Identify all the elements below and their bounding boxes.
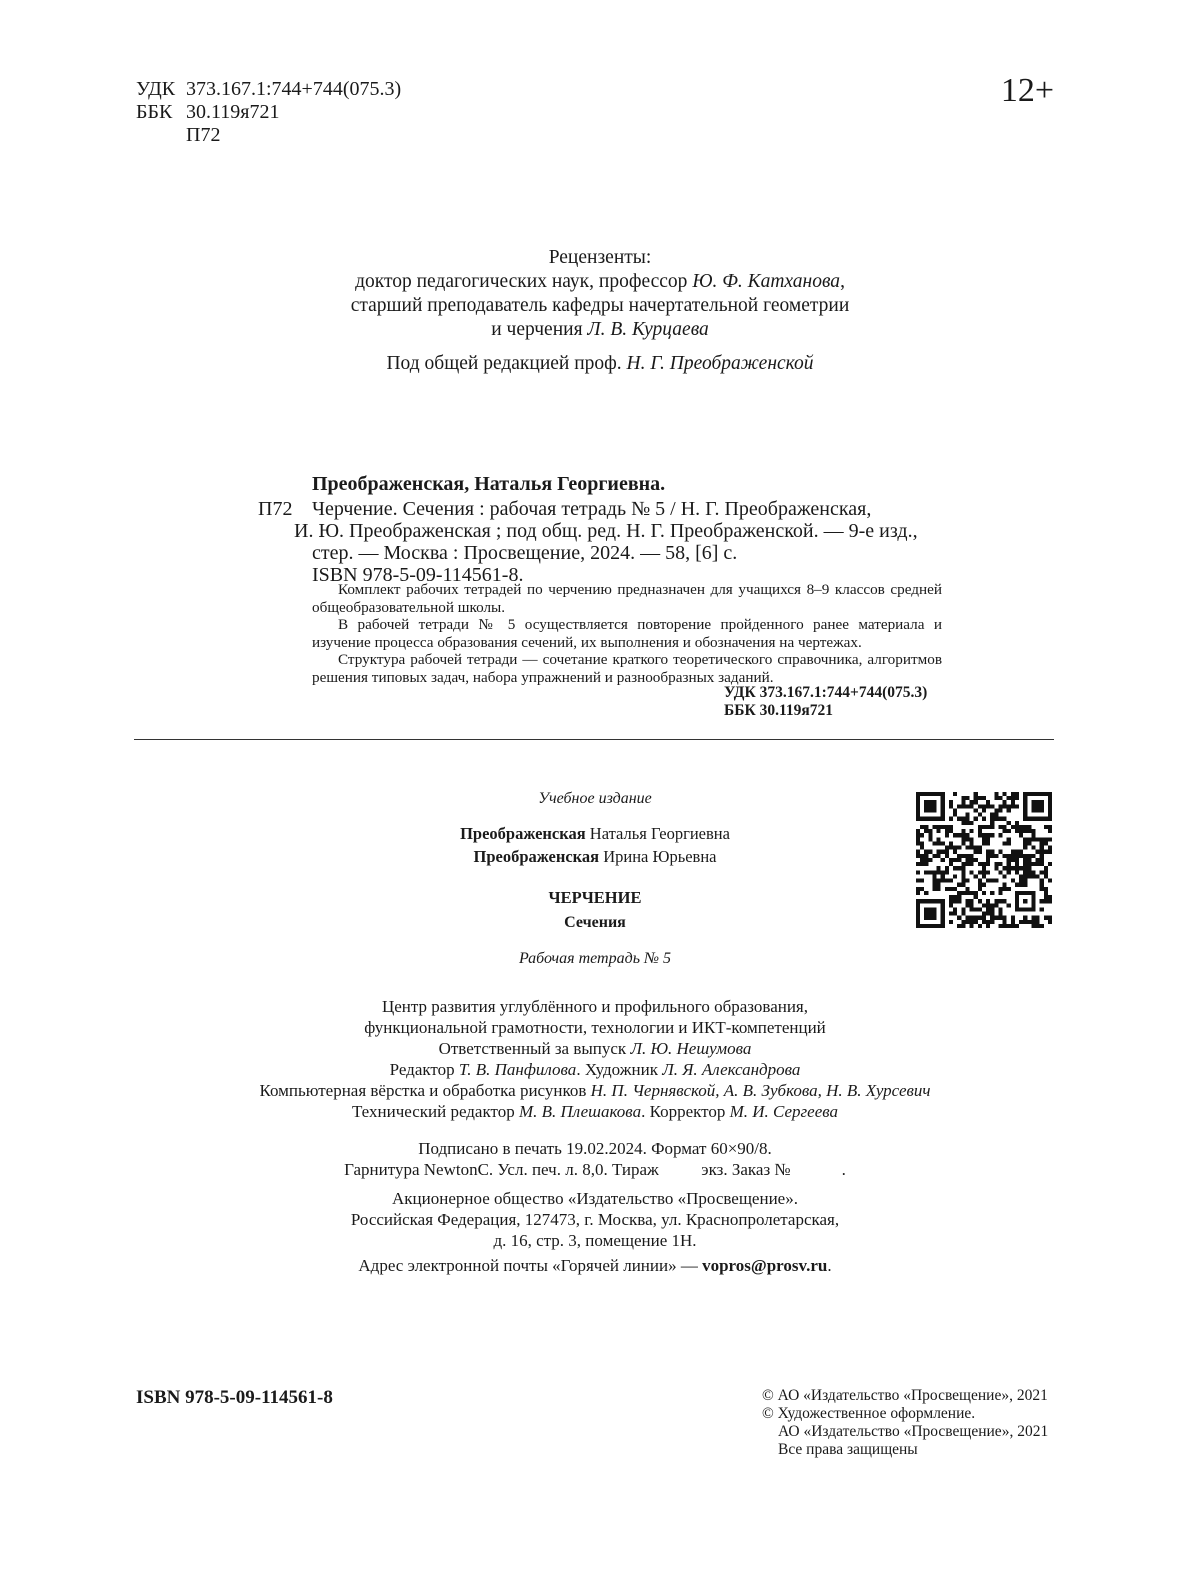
age-rating: 12+ [1000,72,1054,109]
reviewer-1: доктор педагогических наук, профессор Ю. Ф. Катханова, [355,271,845,292]
print-line: Гарнитура NewtonC. Усл. печ. л. 8,0. Тираж экз. Заказ № . [344,1160,846,1179]
card-author-heading: Преображенская, Наталья Георгиевна. [312,473,666,495]
divider-line [134,739,1054,740]
editor-artist: Редактор Т. В. Панфилова. Художник Л. Я. Александрова [389,1060,801,1079]
bbk-label: ББК [136,101,173,123]
layout-credit: Компьютерная вёрстка и обработка рисунков Н. П. Чернявской, А. В. Зубкова, Н. В. Хурсевич [259,1081,931,1100]
card-udk: УДК 373.167.1:744+744(075.3) [724,684,928,701]
copyright-line: © АО «Издательство «Просвещение», 2021 [762,1387,1048,1404]
credits-block [230,996,960,1122]
isbn: ISBN 978-5-09-114561-8 [136,1387,333,1408]
card-line-1: Черчение. Сечения : рабочая тетрадь № 5 / Н. Г. Преображенская, [312,498,872,520]
catalog-codes [136,78,401,147]
bbk-value: 30.119я721 [186,101,280,123]
credits-line: функциональной грамотности, технологии и ИКТ-компетенций [364,1018,826,1037]
book-subtitle: Сечения [564,914,626,931]
udk-value: 373.167.1:744+744(075.3) [186,78,402,100]
book-title: ЧЕРЧЕНИЕ [548,888,642,907]
copyright-block [762,1387,1048,1459]
edition-type: Учебное издание [538,790,652,807]
reviewers-title: Рецензенты: [548,247,652,268]
publisher-line: Российская Федерация, 127473, г. Москва, ул. Краснопролетарская, [350,1210,840,1229]
copyright-line: Все права защищены [778,1441,918,1458]
credits-line: Центр развития углублённого и профильного образования, [381,997,809,1016]
card-line-3: стер. — Москва : Просвещение, 2024. — 58, [6] с. [312,542,738,564]
qr-code-icon [916,792,1052,928]
copyright-line: © Художественное оформление. [762,1405,976,1422]
reviewers-block [200,246,1000,376]
reviewer-2-line: старший преподаватель кафедры начертательной геометрии [350,295,850,316]
card-bbk: ББК 30.119я721 [724,701,834,719]
card-line-4: ISBN 978-5-09-114561-8. [312,564,524,586]
publisher-line: д. 16, стр. 3, помещение 1Н. [493,1231,697,1250]
workbook-number: Рабочая тетрадь № 5 [518,950,672,967]
udk-label: УДК [136,78,176,100]
print-info [260,1138,930,1180]
card-line-2: И. Ю. Преображенская ; под общ. ред. Н. Г. Преображенской. — 9-е изд., [294,520,918,542]
print-line: Подписано в печать 19.02.2024. Формат 60×90/8. [418,1139,772,1158]
annotation-paragraph: Комплект рабочих тетрадей по черчению предназначен для учащихся 8–9 классов средней общеобразовательной школы. [312,581,942,616]
tech-corrector: Технический редактор М. В. Плешакова. Корректор М. И. Сергеева [351,1102,839,1121]
responsible: Ответственный за выпуск Л. Ю. Нешумова [438,1039,752,1058]
hotline-email: Адрес электронной почты «Горячей линии» — vopros@prosv.ru. [358,1256,832,1275]
annotation-paragraph: В рабочей тетради № 5 осуществляется повторение пройденного ранее материала и изучение процесса образования сечений, их выполнения и обозначения на чертежах. [312,616,942,651]
reviewer-2: и черчения Л. В. Курцаева [491,319,709,340]
annotation-paragraph: Структура рабочей тетради — сочетание краткого теоретического справочника, алгоритмов решения типовых задач, набора упражнений и разнообразных заданий. [312,651,942,686]
card-codes [724,684,927,719]
general-editor: Под общей редакцией проф. Н. Г. Преображенской [386,353,814,374]
author-1: Преображенская Наталья Георгиевна [460,824,730,843]
author-2: Преображенская Ирина Юрьевна [473,847,717,866]
copyright-line: АО «Издательство «Просвещение», 2021 [778,1423,1049,1440]
card-body [294,498,942,586]
publisher-info [260,1188,930,1251]
card-annotation [312,581,942,686]
email-link[interactable]: vopros@prosv.ru [702,1256,828,1275]
card-code: П72 [258,498,293,520]
authors-list [380,822,810,868]
author-mark: П72 [186,124,221,146]
publisher-line: Акционерное общество «Издательство «Просвещение». [392,1189,798,1208]
